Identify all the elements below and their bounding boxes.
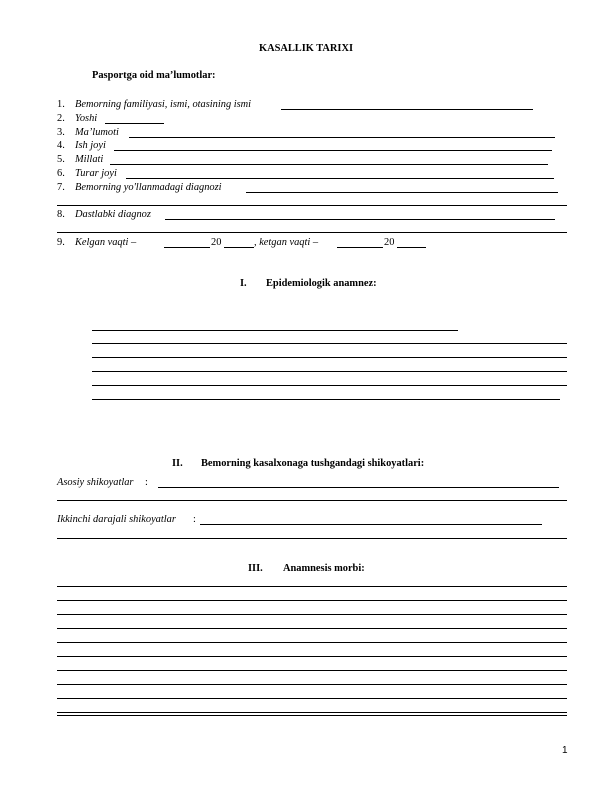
section-3-number: III.	[248, 563, 263, 574]
item-number: 1.	[57, 99, 65, 110]
item-label: Ma’lumoti	[75, 127, 119, 138]
section-1-title: Epidemiologik anamnez:	[266, 278, 377, 289]
epidemiology-line-4[interactable]	[92, 371, 567, 372]
epidemiology-line-5[interactable]	[92, 385, 567, 386]
fill-line-workplace[interactable]	[114, 150, 552, 151]
anamnesis-line-4[interactable]	[57, 628, 567, 629]
epidemiology-line-2[interactable]	[92, 343, 567, 344]
departure-year-blank[interactable]	[397, 247, 426, 248]
item-number: 6.	[57, 168, 65, 179]
section-2-title: Bemorning kasalxonaga tushgandagi shikoyatlari:	[201, 458, 425, 469]
departure-year-prefix: 20	[384, 237, 395, 248]
item-number: 4.	[57, 140, 65, 151]
form-item-age	[0, 113, 612, 125]
arrival-year-blank[interactable]	[224, 247, 254, 248]
form-item-workplace	[0, 140, 612, 152]
item-number: 3.	[57, 127, 65, 138]
fill-line-age[interactable]	[105, 123, 164, 124]
main-complaints-line[interactable]	[158, 487, 559, 488]
form-item-nationality	[0, 154, 612, 166]
main-complaints-label: Asosiy shikoyatlar	[57, 477, 134, 488]
form-item-education	[0, 127, 612, 139]
anamnesis-line-5[interactable]	[57, 642, 567, 643]
arrival-year-prefix: 20	[211, 237, 222, 248]
document-title: KASALLIK TARIXI	[258, 43, 354, 54]
item-label: Turar joyi	[75, 168, 117, 179]
anamnesis-line-3[interactable]	[57, 614, 567, 615]
anamnesis-line-2[interactable]	[57, 600, 567, 601]
epidemiology-line-6[interactable]	[92, 399, 560, 400]
anamnesis-line-6[interactable]	[57, 656, 567, 657]
arrival-label: Kelgan vaqti –	[75, 237, 137, 248]
fill-line-referral-diagnosis-cont[interactable]	[57, 205, 567, 206]
anamnesis-line-9[interactable]	[57, 698, 567, 699]
epidemiology-line-3[interactable]	[92, 357, 567, 358]
main-complaints-line-2[interactable]	[57, 500, 567, 501]
item-label: Millati	[75, 154, 104, 165]
form-item-residence	[0, 168, 612, 180]
departure-label: , ketgan vaqti –	[254, 237, 319, 248]
item-label: Bemorning yo'llanmadagi diagnozi	[75, 182, 222, 193]
item-label: Dastlabki diagnoz	[75, 209, 151, 220]
secondary-complaints-line-2[interactable]	[57, 538, 567, 539]
form-item-initial-diagnosis	[0, 209, 612, 221]
form-item-arrival-departure	[0, 237, 612, 249]
secondary-complaints-colon: :	[193, 514, 196, 525]
main-complaints-row	[0, 477, 612, 489]
item-label: Yoshi	[75, 113, 98, 124]
anamnesis-line-8[interactable]	[57, 684, 567, 685]
item-number: 9.	[57, 237, 65, 248]
page-number: 1	[562, 745, 568, 756]
item-label: Ish joyi	[75, 140, 106, 151]
section-3-title: Anamnesis morbi:	[283, 563, 365, 574]
anamnesis-line-10[interactable]	[57, 712, 567, 713]
fill-line-nationality[interactable]	[110, 164, 548, 165]
fill-line-full-name[interactable]	[281, 109, 533, 110]
secondary-complaints-label: Ikkinchi darajali shikoyatlar	[57, 514, 176, 525]
fill-line-initial-diagnosis[interactable]	[165, 219, 555, 220]
epidemiology-line-1[interactable]	[92, 330, 458, 331]
secondary-complaints-row	[0, 514, 612, 526]
anamnesis-line-1[interactable]	[57, 586, 567, 587]
arrival-date-blank[interactable]	[164, 247, 210, 248]
fill-line-residence[interactable]	[126, 178, 554, 179]
main-complaints-colon: :	[145, 477, 148, 488]
anamnesis-line-7[interactable]	[57, 670, 567, 671]
anamnesis-double-rule	[57, 715, 567, 716]
secondary-complaints-line[interactable]	[200, 524, 542, 525]
passport-heading: Pasportga oid ma’lumotlar:	[92, 70, 216, 81]
form-item-referral-diagnosis	[0, 182, 612, 194]
item-number: 2.	[57, 113, 65, 124]
item-number: 7.	[57, 182, 65, 193]
fill-line-referral-diagnosis[interactable]	[246, 192, 558, 193]
fill-line-initial-diagnosis-cont[interactable]	[57, 232, 567, 233]
item-label: Bemorning familiyasi, ismi, otasining ismi	[75, 99, 252, 110]
form-item-full-name	[0, 99, 612, 111]
section-1-number: I.	[240, 278, 247, 289]
fill-line-education[interactable]	[129, 137, 555, 138]
item-number: 5.	[57, 154, 65, 165]
item-number: 8.	[57, 209, 65, 220]
departure-date-blank[interactable]	[337, 247, 383, 248]
section-2-number: II.	[172, 458, 183, 469]
